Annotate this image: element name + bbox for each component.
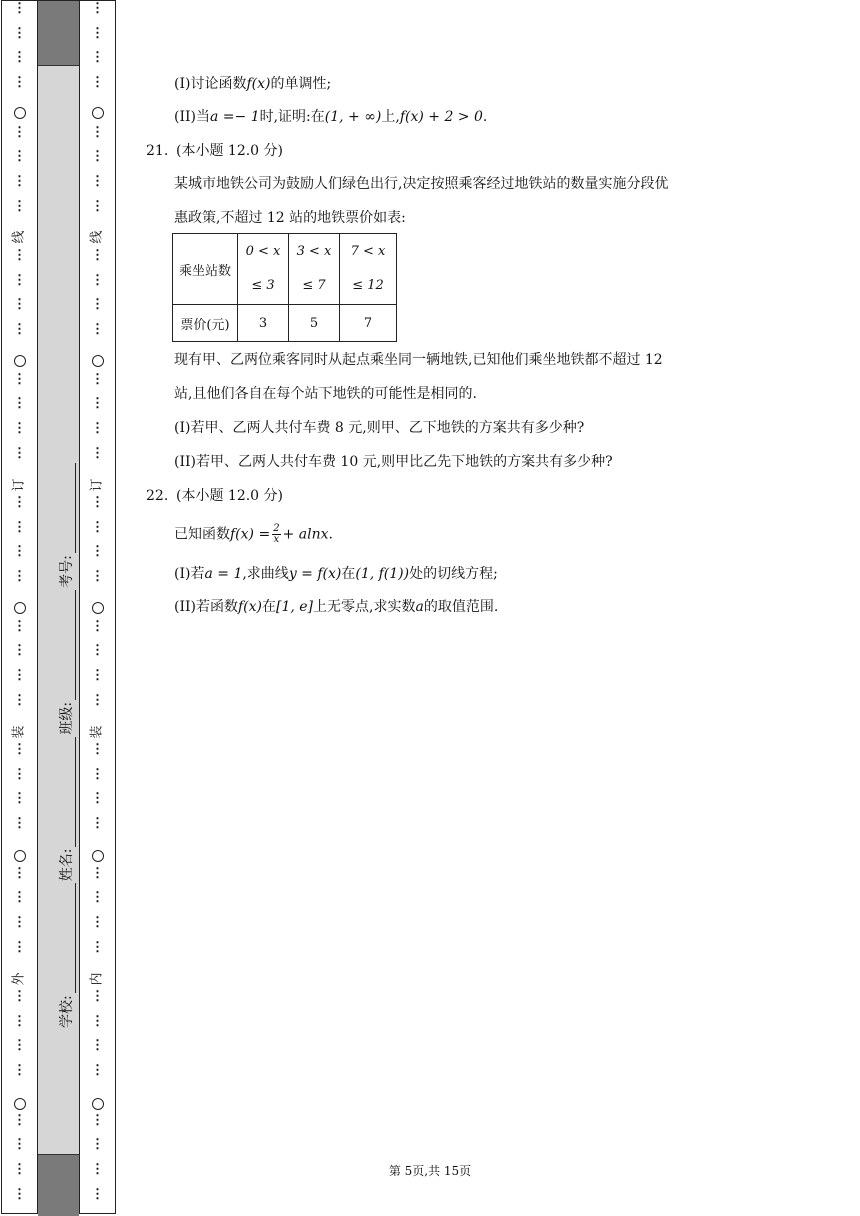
dotted-separator: ⋮: [13, 816, 26, 832]
dotted-separator: ⋮: [13, 75, 26, 91]
page-footer: 第 5页,共 15页: [388, 1164, 472, 1178]
name-blank: [60, 737, 76, 847]
dotted-separator: ⋮: [13, 618, 26, 634]
dotted-separator: ⋮: [13, 322, 26, 338]
dotted-separator: ⋮: [13, 198, 26, 214]
q21-part2: (II)若甲、乙两人共付车费 10 元,则甲比乙先下地铁的方案共有多少种?: [174, 454, 613, 470]
dotted-separator: ⋮: [91, 742, 104, 757]
dotted-separator: ⋮: [13, 50, 26, 66]
circle-mark: [92, 355, 104, 367]
dotted-separator: ⋮: [13, 1186, 26, 1202]
dotted-separator: ⋮: [91, 173, 104, 189]
binding-label: 外: [11, 972, 27, 986]
circle-mark: [14, 1098, 26, 1110]
dotted-separator: ⋮: [13, 865, 26, 881]
fare-table: [172, 233, 397, 342]
binding-label: 订: [11, 478, 27, 492]
dotted-separator: ⋮: [13, 420, 26, 436]
dotted-separator: ⋮: [91, 865, 104, 881]
dotted-separator: ⋮: [91, 1186, 104, 1202]
dotted-separator: ⋮: [91, 495, 104, 510]
dotted-separator: ⋮: [91, 297, 104, 313]
q21-text-4: 站,且他们各自在每个站下地铁的可能性是相同的.: [174, 386, 477, 402]
dotted-separator: ⋮: [91, 371, 104, 387]
dotted-separator: ⋮: [91, 766, 104, 782]
q21-header: (本小题 12.0 分): [176, 143, 283, 159]
dotted-separator: ⋮: [13, 544, 26, 560]
dotted-separator: ⋮: [91, 816, 104, 832]
dotted-separator: ⋮: [13, 989, 26, 1004]
dotted-separator: ⋮: [91, 198, 104, 214]
circle-mark: [14, 850, 26, 862]
dotted-separator: ⋮: [13, 1161, 26, 1177]
q21-text-1: 某城市地铁公司为鼓励人们绿色出行,决定按照乘客经过地铁站的数量实施分段优: [174, 176, 669, 192]
table-row-header: 票价(元): [173, 305, 238, 342]
dotted-separator: ⋮: [91, 322, 104, 338]
dotted-separator: ⋮: [91, 791, 104, 807]
dotted-separator: ⋮: [91, 420, 104, 436]
dotted-separator: ⋮: [91, 396, 104, 412]
dotted-separator: ⋮: [91, 1137, 104, 1153]
circle-mark: [92, 850, 104, 862]
dotted-separator: ⋮: [13, 248, 26, 263]
binding-label: 装: [11, 725, 27, 739]
dotted-separator: ⋮: [91, 149, 104, 165]
binding-strip-outer: [1, 0, 38, 1214]
class-blank: [60, 590, 76, 700]
table-row: [173, 234, 397, 305]
binding-label: 线: [89, 230, 105, 244]
dotted-separator: ⋮: [13, 890, 26, 906]
class-label: 班级:: [59, 701, 75, 735]
q20-part2: (II)当a =− 1时,证明:在(1, + ∞)上,f(x) + 2 > 0.: [174, 109, 488, 125]
q22-part1: (I)若a = 1,求曲线y = f(x)在(1, f(1))处的切线方程;: [174, 566, 498, 582]
circle-mark: [14, 355, 26, 367]
dotted-separator: ⋮: [13, 1, 26, 16]
q20-part1: (I)讨论函数f(x)的单调性;: [174, 76, 332, 92]
dotted-separator: ⋮: [13, 1112, 26, 1128]
dotted-separator: ⋮: [13, 297, 26, 313]
dotted-separator: ⋮: [91, 890, 104, 906]
table-cell: 3: [238, 305, 289, 342]
binding-label: 线: [11, 230, 27, 244]
table-cell: 7: [340, 305, 397, 342]
dotted-separator: ⋮: [91, 1063, 104, 1079]
binding-label: 订: [89, 478, 105, 492]
dotted-separator: ⋮: [13, 914, 26, 930]
dotted-separator: ⋮: [91, 272, 104, 288]
binding-label: 内: [89, 972, 105, 986]
table-row: [173, 305, 397, 342]
q21-text-2: 惠政策,不超过 12 站的地铁票价如表:: [174, 210, 406, 226]
dotted-separator: ⋮: [91, 989, 104, 1004]
dotted-separator: ⋮: [13, 396, 26, 412]
dotted-separator: ⋮: [91, 939, 104, 955]
dotted-separator: ⋮: [13, 939, 26, 955]
dotted-separator: ⋮: [91, 519, 104, 535]
dotted-separator: ⋮: [13, 272, 26, 288]
dotted-separator: ⋮: [91, 75, 104, 91]
dotted-separator: ⋮: [13, 692, 26, 708]
q21-text-3: 现有甲、乙两位乘客同时从起点乘坐同一辆地铁,已知他们乘坐地铁都不超过 12: [174, 352, 663, 368]
dotted-separator: ⋮: [13, 766, 26, 782]
binding-block-top: [38, 1, 79, 66]
exam-no-blank: [60, 463, 76, 553]
dotted-separator: ⋮: [91, 124, 104, 140]
exam-no-label: 考号:: [59, 555, 75, 588]
dotted-separator: ⋮: [13, 445, 26, 461]
dotted-separator: ⋮: [13, 667, 26, 683]
name-label: 姓名:: [59, 848, 75, 882]
circle-mark: [14, 602, 26, 614]
dotted-separator: ⋮: [91, 1013, 104, 1029]
dotted-separator: ⋮: [13, 569, 26, 585]
binding-strip-inner: [79, 0, 116, 1214]
dotted-separator: ⋮: [13, 1013, 26, 1029]
q22-part2: (II)若函数f(x)在[1, e]上无零点,求实数a的取值范围.: [174, 599, 499, 615]
dotted-separator: ⋮: [13, 1038, 26, 1054]
dotted-separator: ⋮: [91, 569, 104, 585]
q21-number: 21.: [146, 143, 169, 159]
dotted-separator: ⋮: [91, 914, 104, 930]
table-cell: 7 < x ≤ 12: [340, 234, 397, 305]
dotted-separator: ⋮: [13, 149, 26, 165]
circle-mark: [14, 107, 26, 119]
q22-header: (本小题 12.0 分): [176, 488, 283, 504]
dotted-separator: ⋮: [13, 742, 26, 757]
student-info-fields: [58, 270, 76, 1030]
binding-label: 装: [89, 725, 105, 739]
q22-number: 22.: [146, 488, 169, 504]
dotted-separator: ⋮: [91, 692, 104, 708]
dotted-separator: ⋮: [13, 25, 26, 41]
table-row-header: 乘坐站数: [173, 234, 238, 305]
school-blank: [60, 883, 76, 993]
dotted-separator: ⋮: [91, 544, 104, 560]
dotted-separator: ⋮: [13, 124, 26, 140]
dotted-separator: ⋮: [91, 667, 104, 683]
dotted-separator: ⋮: [13, 371, 26, 387]
dotted-separator: ⋮: [13, 495, 26, 510]
q21-part1: (I)若甲、乙两人共付车费 8 元,则甲、乙下地铁的方案共有多少种?: [174, 420, 585, 436]
dotted-separator: ⋮: [91, 1, 104, 16]
dotted-separator: ⋮: [13, 643, 26, 659]
dotted-separator: ⋮: [91, 1038, 104, 1054]
table-cell: 3 < x ≤ 7: [289, 234, 340, 305]
q22-given: 已知函数f(x) = $\frac{2}{x}$ + alnx.: [174, 523, 333, 545]
dotted-separator: ⋮: [91, 1161, 104, 1177]
dotted-separator: ⋮: [91, 248, 104, 263]
dotted-separator: ⋮: [91, 643, 104, 659]
table-cell: 5: [289, 305, 340, 342]
circle-mark: [92, 602, 104, 614]
dotted-separator: ⋮: [91, 25, 104, 41]
dotted-separator: ⋮: [91, 618, 104, 634]
dotted-separator: ⋮: [13, 173, 26, 189]
dotted-separator: ⋮: [91, 445, 104, 461]
dotted-separator: ⋮: [91, 50, 104, 66]
dotted-separator: ⋮: [13, 1137, 26, 1153]
dotted-separator: ⋮: [13, 519, 26, 535]
fraction: $\frac{2}{x}$: [273, 523, 280, 545]
circle-mark: [92, 107, 104, 119]
dotted-separator: ⋮: [13, 1063, 26, 1079]
school-label: 学校:: [59, 995, 75, 1028]
circle-mark: [92, 1098, 104, 1110]
dotted-separator: ⋮: [13, 791, 26, 807]
table-cell: 0 < x ≤ 3: [238, 234, 289, 305]
dotted-separator: ⋮: [91, 1112, 104, 1128]
